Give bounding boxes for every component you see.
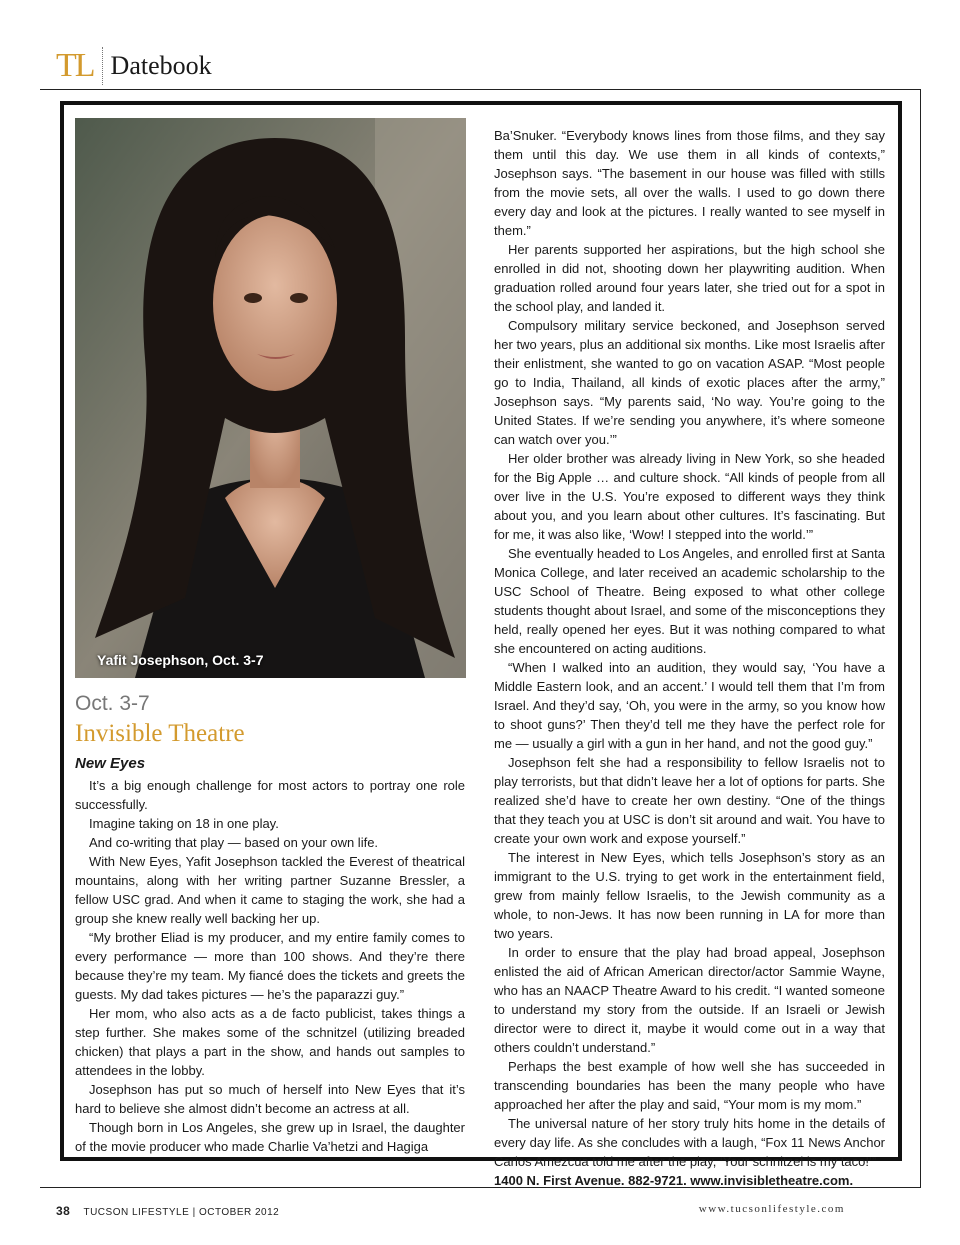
page-header xyxy=(56,46,212,86)
paragraph: Her parents supported her aspirations, but the high school she enrolled in did not, shooting down her playwriting audition. When graduation rolled around four years later, she tried out for a spot in the school play, and landed it. xyxy=(494,242,885,314)
portrait-illustration xyxy=(75,118,466,678)
footer-separator: | xyxy=(192,1207,196,1218)
paragraph: Though born in Los Angeles, she grew up in Israel, the daughter of the movie producer who made Charlie Va’hetzi and Hagiga xyxy=(75,1120,465,1154)
top-rule-tick xyxy=(920,89,921,101)
tl-logo: TL xyxy=(56,47,94,84)
top-rule xyxy=(40,89,921,90)
issue-date: OCTOBER 2012 xyxy=(198,1207,280,1218)
venue-name: Invisible Theatre xyxy=(75,720,245,747)
paragraph: “My brother Eliad is my producer, and my entire family comes to every performance — more than 100 shows. And they’re there because they’re my team. My fiancé does the tickets and greets the guests. My dad takes pictures — he’s the paparazzi guy.” xyxy=(75,930,465,1002)
right-rule xyxy=(920,101,921,1187)
paragraph: She eventually headed to Los Angeles, and enrolled first at Santa Monica College, and later received an academic scholarship to the USC School of Theatre. Being exposed to what other college students thought about Israel, and some of the misconceptions they held, really opened her eyes. But it was nothing compared to what she encountered on acting auditions. xyxy=(494,546,885,656)
page-number: 38 xyxy=(56,1204,71,1218)
paragraph: The interest in New Eyes, which tells Josephson’s story as an immigrant to the U.S. trying to get work in the entertainment field, grew from mainly fellow Israelis, to the Jewish community as a whole, to non-Jews. It has now been running in LA for more than two years. xyxy=(494,850,885,941)
header-divider xyxy=(102,47,103,85)
paragraph: Her mom, who also acts as a de facto publicist, takes things a step further. She makes some of the schnitzel (utilizing breaded chicken) that plays a part in the show, and hands out samples to attendees in the lobby. xyxy=(75,1006,465,1078)
publication-name: TUCSON LIFESTYLE xyxy=(83,1207,190,1218)
paragraph: Josephson has put so much of herself into New Eyes that it’s hard to believe she almost didn’t become an actress at all. xyxy=(75,1082,465,1116)
paragraph: Perhaps the best example of how well she has succeeded in transcending boundaries has been the many people who have approached her after the play and said, “Your mom is my mom.” xyxy=(494,1059,885,1112)
paragraph: It’s a big enough challenge for most actors to portray one role successfully. xyxy=(75,778,465,812)
section-title: Datebook xyxy=(110,51,212,80)
paragraph: “When I walked into an audition, they would say, ‘You have a Middle Eastern look, and an accent.’ I would tell them that I’m from Israel. And they’d say, ‘Oh, you were in the army, so you know how to shoot guns?’ Then they’d tell me they have the perfect role for me — usually a girl with a gun in her hand, and not the good guy.” xyxy=(494,660,885,751)
play-title: New Eyes xyxy=(75,755,146,772)
paragraph: Her older brother was already living in New York, so she headed for the Big Apple … and culture shock. “All kinds of people from all over live in the U.S. You’re exposed to different ways they think about you, and you learn about other cultures. It’s fascinating. But for me, it was also like, ‘Wow! I stepped into the world.’” xyxy=(494,451,885,542)
paragraph: Ba’Snuker. “Everybody knows lines from those films, and they say them until this day. We use them in all kinds of contexts,” Josephson says. “The basement in our house was filled with stills from the movie sets, all over the walls. I used to go down there every day and look at the pictures. I really wanted to see myself in them.” xyxy=(494,128,885,238)
event-date: Oct. 3-7 xyxy=(75,692,150,715)
paragraph: With New Eyes, Yafit Josephson tackled the Everest of theatrical mountains, along with her writing partner Suzanne Bressler, a fellow USC grad. And when it came to staging the work, she had a group she knew really well backing her up. xyxy=(75,854,465,926)
paragraph: And co-writing that play — based on your own life. xyxy=(89,835,379,850)
article-column-1 xyxy=(75,776,465,1156)
paragraph: Josephson felt she had a responsibility to fellow Israelis not to play terrorists, but that didn’t leave her a lot of options for parts. She realized she’d have to create her own destiny. “One of the things that they teach you at USC is don’t sit around and wait. You have to create your own work and expose yourself.” xyxy=(494,755,885,846)
website-url[interactable]: www.tucsonlifestyle.com xyxy=(698,1203,845,1215)
contact-info: 1400 N. First Avenue. 882-9721. www.invisibletheatre.com. xyxy=(494,1173,854,1188)
portrait-photo xyxy=(75,118,466,678)
footer-left xyxy=(56,1204,279,1218)
paragraph: Compulsory military service beckoned, and Josephson served her two years, plus an additional six months. Like most Israelis after their enlistment, she wanted to go on vacation ASAP. “Most people go to India, Thailand, all kinds of exotic places after the army,” Josephson says. “My parents said, ‘No way. You’re going to the United States. If we’re sending you anywhere, it’s where someone can watch over you.’” xyxy=(494,318,885,447)
paragraph: The universal nature of her story truly hits home in the details of every day life. As she concludes with a laugh, “Fox 11 News Anchor Carlos Amezcua told me after the play, ‘Your schnitzel is my taco!’” xyxy=(494,1116,885,1169)
article-column-2 xyxy=(494,126,885,1190)
paragraph: In order to ensure that the play had broad appeal, Josephson enlisted the aid of African American director/actor Sammie Wayne, who has an NAACP Theatre Award to his credit. “I wanted someone to understand my story from the outside. If an Israeli or Jewish director were to direct it, maybe it would come out in a way that others couldn’t understand.” xyxy=(494,945,885,1055)
photo-caption: Yafit Josephson, Oct. 3-7 xyxy=(97,652,264,668)
paragraph: Imagine taking on 18 in one play. xyxy=(89,816,279,831)
